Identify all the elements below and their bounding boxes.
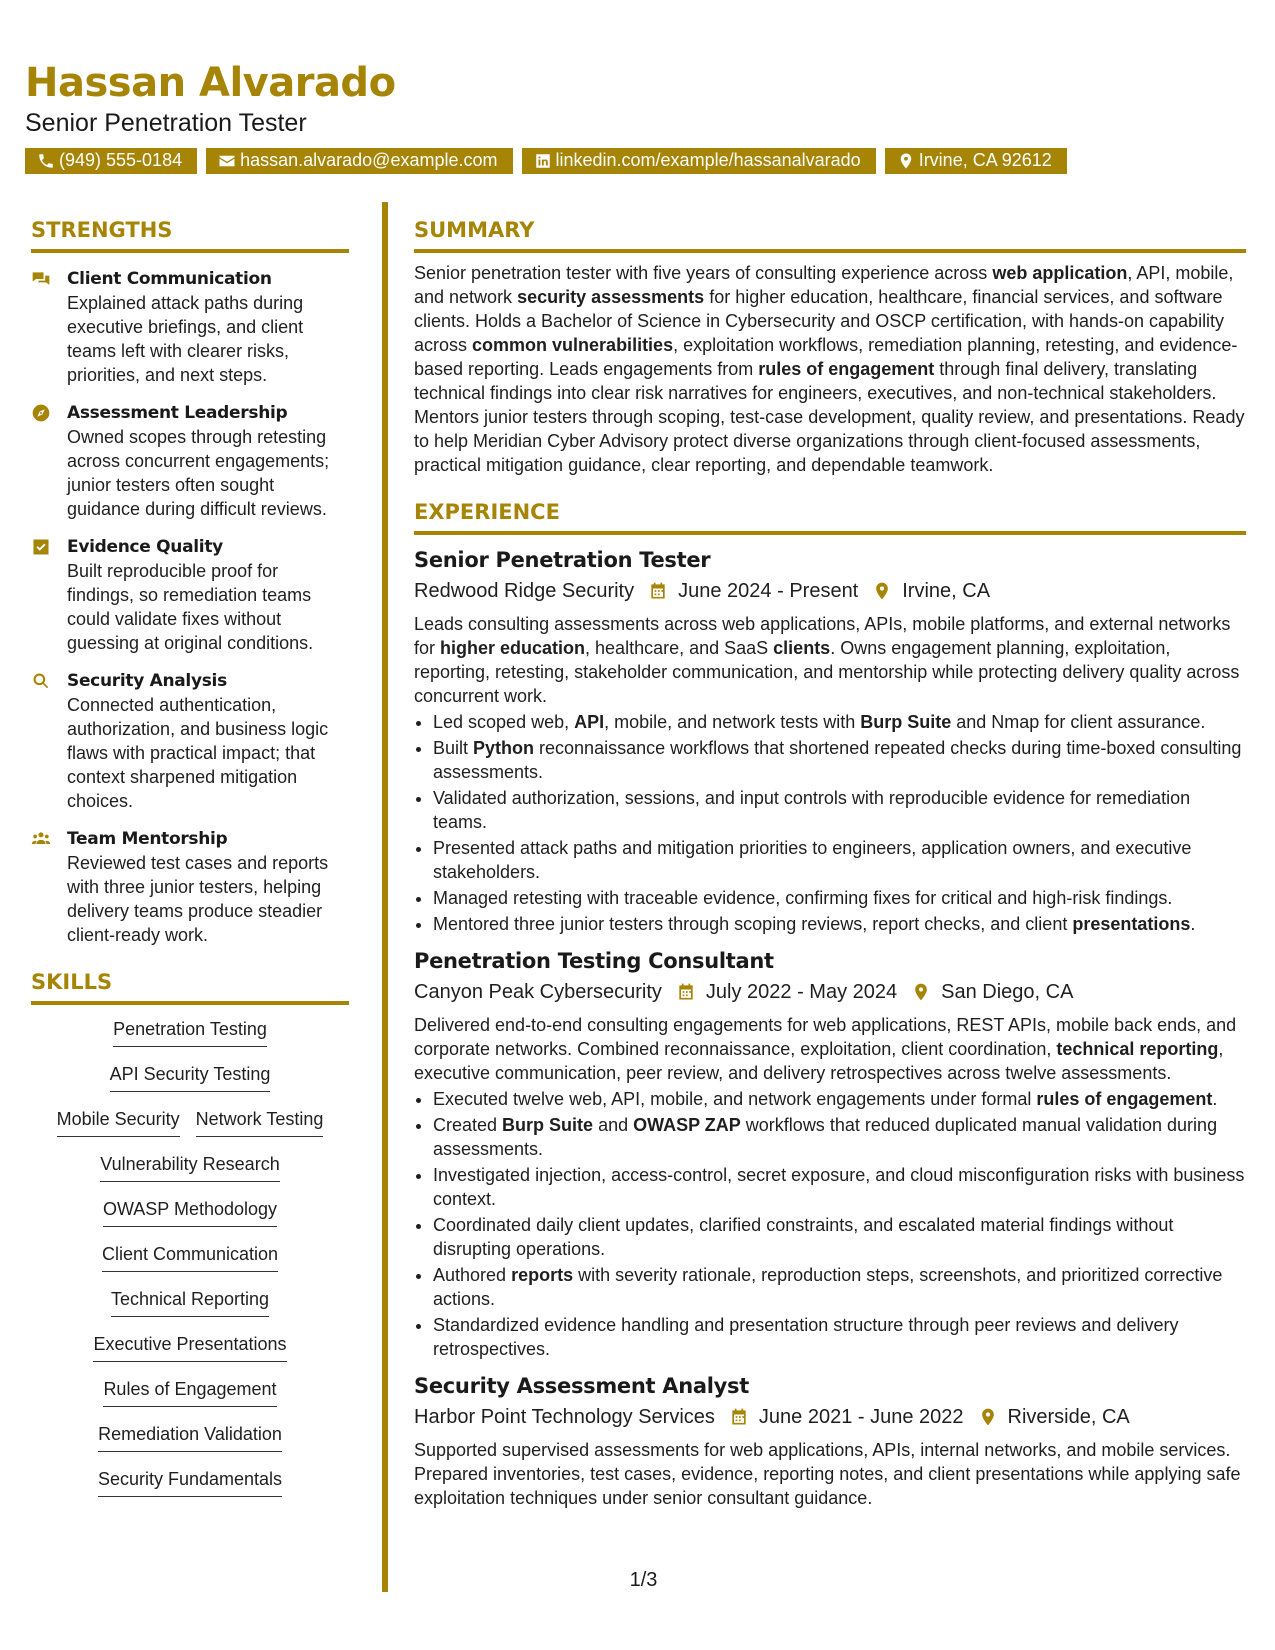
- contact-text: linkedin.com/example/hassanalvarado: [555, 150, 861, 170]
- strengths-section: [31, 217, 349, 947]
- page-number-text: 1/3: [629, 1569, 658, 1591]
- skill-tag: Remediation Validation: [98, 1422, 282, 1452]
- job-bullets: [414, 710, 1246, 936]
- strengths-heading: STRENGTHS: [31, 217, 349, 253]
- job-dates: June 2021 - June 2022: [758, 1406, 964, 1428]
- strength-title: Team Mentorship: [67, 829, 228, 849]
- job-bullet: • Investigated injection, access-control, secret exposure, and cloud misconfiguration risks with business context.: [433, 1163, 1246, 1211]
- job-bullet: • Authored reports with severity rationale, reproduction steps, screenshots, and prioritized corrective actions.: [433, 1263, 1246, 1311]
- strength-desc: Owned scopes through retesting across concurrent engagements; junior testers often sought guidance during difficult reviews.: [67, 427, 330, 519]
- strength-title: Security Analysis: [67, 671, 227, 691]
- strength-title: Client Communication: [67, 269, 272, 289]
- checkbox-icon: [31, 537, 51, 557]
- job-title: Penetration Testing Consultant: [414, 949, 774, 973]
- bold-keyword: higher education: [440, 638, 586, 658]
- job-location: Irvine, CA: [902, 580, 991, 602]
- job-bullet: • Built Python reconnaissance workflows that shortened repeated checks during time-boxed consulting assessments.: [433, 736, 1246, 784]
- bold-keyword: web application: [992, 263, 1128, 283]
- job-location: San Diego, CA: [941, 981, 1074, 1003]
- skill-tag: Network Testing: [196, 1107, 324, 1137]
- job-description: Delivered end-to-end consulting engagements for web applications, REST APIs, mobile back ends, and corporate networks. Combined reconnaissance, exploitation, client coordination, technical reporting, executive communication, peer review, and delivery retrospectives across twelve assessments.: [414, 1015, 1237, 1083]
- skill-tag: Vulnerability Research: [100, 1152, 279, 1182]
- job-company: Redwood Ridge Security: [414, 580, 635, 602]
- strength-desc: Built reproducible proof for findings, so remediation teams could validate fixes without guessing at original conditions.: [67, 561, 314, 653]
- job-meta: [414, 576, 1246, 606]
- location-icon: [911, 982, 931, 1002]
- skill-tag: Executive Presentations: [93, 1332, 286, 1362]
- job-bullets: [414, 1087, 1246, 1361]
- calendar-icon: [729, 1407, 749, 1427]
- job-bullet: • Presented attack paths and mitigation priorities to engineers, application owners, and executive stakeholders.: [433, 836, 1246, 884]
- contact-bar: [25, 148, 1250, 174]
- chat-icon: [31, 269, 51, 289]
- skills-section: [31, 969, 349, 1512]
- contact-linkedin[interactable]: [522, 148, 876, 174]
- job-bullet: • Managed retesting with traceable evidence, confirming fixes for critical and high-risk findings.: [433, 886, 1246, 910]
- bold-keyword: security assessments: [517, 287, 705, 307]
- skill-tag: Security Fundamentals: [98, 1467, 282, 1497]
- job-location: Riverside, CA: [1007, 1406, 1130, 1428]
- strength-desc: Connected authentication, authorization, and business logic flaws with practical impact; that context sharpened mitigation choices.: [67, 695, 329, 811]
- skill-tag: Penetration Testing: [113, 1017, 267, 1047]
- location-icon: [872, 581, 892, 601]
- bold-keyword: Python: [473, 738, 535, 758]
- column-divider: [382, 202, 388, 1592]
- strength-item: [31, 669, 349, 813]
- job-dates: July 2022 - May 2024: [705, 981, 898, 1003]
- job-company: Harbor Point Technology Services: [414, 1406, 715, 1428]
- page-number: [0, 1569, 1275, 1592]
- strength-title: Evidence Quality: [67, 537, 223, 557]
- bold-keyword: Burp Suite: [860, 712, 952, 732]
- strength-title: Assessment Leadership: [67, 403, 288, 423]
- job-description: Supported supervised assessments for web applications, APIs, internal networks, and mobile services. Prepared inventories, test cases, evidence, reporting notes, and client presentations while applying safe exploitation techniques under senior consultant guidance.: [414, 1440, 1241, 1508]
- skills-list: [31, 1017, 349, 1512]
- strength-item: [31, 267, 349, 387]
- skill-tag: API Security Testing: [110, 1062, 271, 1092]
- skills-heading: SKILLS: [31, 969, 349, 1005]
- job-entry: [414, 1371, 1246, 1510]
- bold-keyword: presentations: [1072, 914, 1191, 934]
- summary-heading: SUMMARY: [414, 217, 1246, 253]
- contact-location[interactable]: [885, 148, 1067, 174]
- bold-keyword: technical reporting: [1056, 1039, 1219, 1059]
- skill-tag: Mobile Security: [57, 1107, 180, 1137]
- job-title: Security Assessment Analyst: [414, 1374, 749, 1398]
- bold-keyword: clients: [773, 638, 831, 658]
- job-entry: [414, 545, 1246, 936]
- contact-phone[interactable]: [25, 148, 197, 174]
- left-column: [31, 217, 349, 1512]
- job-bullet: • Coordinated daily client updates, clarified constraints, and escalated material findings without disrupting operations.: [433, 1213, 1246, 1261]
- skill-tag: Rules of Engagement: [103, 1377, 276, 1407]
- bold-keyword: common vulnerabilities: [472, 335, 674, 355]
- strength-item: [31, 401, 349, 521]
- strength-item: [31, 827, 349, 947]
- job-meta: [414, 1402, 1246, 1432]
- summary-text: Senior penetration tester with five years of consulting experience across web application, API, mobile, and network security assessments for higher education, healthcare, financial services, and software clients. Holds a Bachelor of Science in Cybersecurity and OSCP certification, with hands-on capability across common vulnerabilities, exploitation workflows, remediation planning, retesting, and evidence-based reporting. Leads engagements from rules of engagement through final delivery, translating technical findings into clear risk narratives for engineers, executives, and non-technical stakeholders. Mentors junior testers through scoping, test-case development, quality review, and presentations. Ready to help Meridian Cyber Advisory protect diverse organizations through client-focused assessments, practical mitigation guidance, clear reporting, and dependable teamwork.: [414, 263, 1245, 475]
- phone-icon: [37, 152, 55, 170]
- job-meta: [414, 977, 1246, 1007]
- calendar-icon: [676, 982, 696, 1002]
- compass-icon: [31, 403, 51, 423]
- skill-tag: Client Communication: [102, 1242, 278, 1272]
- job-dates: June 2024 - Present: [678, 580, 859, 602]
- strength-desc: Explained attack paths during executive briefings, and client teams left with clearer risks, priorities, and next steps.: [67, 293, 304, 385]
- bold-keyword: API: [574, 712, 605, 732]
- candidate-title: Senior Penetration Tester: [25, 109, 307, 137]
- right-column: [414, 217, 1246, 1510]
- contact-text: hassan.alvarado@example.com: [240, 150, 498, 170]
- location-icon: [978, 1407, 998, 1427]
- job-bullet: • Standardized evidence handling and presentation structure through peer reviews and delivery retrospectives.: [433, 1313, 1246, 1361]
- contact-text: (949) 555-0184: [59, 150, 183, 170]
- job-description: Leads consulting assessments across web applications, APIs, mobile platforms, and external networks for higher education, healthcare, and SaaS clients. Owns engagement planning, exploitation, reporting, retesting, stakeholder communication, and mentorship while protecting delivery quality across concurrent work.: [414, 614, 1240, 706]
- candidate-name: Hassan Alvarado: [25, 60, 396, 106]
- strength-desc: Reviewed test cases and reports with three junior testers, helping delivery teams produce steadier client-ready work.: [67, 853, 329, 945]
- bold-keyword: rules of engagement: [1036, 1089, 1213, 1109]
- job-bullet: • Validated authorization, sessions, and input controls with reproducible evidence for remediation teams.: [433, 786, 1246, 834]
- skill-tag: OWASP Methodology: [103, 1197, 277, 1227]
- strength-item: [31, 535, 349, 655]
- experience-heading: EXPERIENCE: [414, 499, 1246, 535]
- linkedin-icon: [534, 152, 552, 170]
- bold-keyword: OWASP ZAP: [633, 1115, 741, 1135]
- skill-tag: Technical Reporting: [111, 1287, 269, 1317]
- strengths-list: [31, 267, 349, 947]
- resume-header: [25, 58, 1250, 174]
- location-icon: [897, 152, 915, 170]
- job-bullet: • Executed twelve web, API, mobile, and network engagements under formal rules of engagement.: [433, 1087, 1246, 1111]
- job-bullet: • Mentored three junior testers through scoping reviews, report checks, and client presentations.: [433, 912, 1246, 936]
- job-bullet: • Created Burp Suite and OWASP ZAP workflows that reduced duplicated manual validation during assessments.: [433, 1113, 1246, 1161]
- email-icon: [218, 152, 236, 170]
- bold-keyword: Burp Suite: [502, 1115, 594, 1135]
- job-bullet: • Led scoped web, API, mobile, and network tests with Burp Suite and Nmap for client assurance.: [433, 710, 1246, 734]
- summary-section: [414, 217, 1246, 477]
- team-icon: [31, 829, 51, 849]
- experience-section: [414, 499, 1246, 1510]
- search-icon: [31, 671, 51, 691]
- bold-keyword: rules of engagement: [758, 359, 935, 379]
- job-company: Canyon Peak Cybersecurity: [414, 981, 662, 1003]
- calendar-icon: [648, 581, 668, 601]
- contact-text: Irvine, CA 92612: [918, 150, 1052, 170]
- job-entry: [414, 946, 1246, 1361]
- bold-keyword: reports: [511, 1265, 574, 1285]
- job-title: Senior Penetration Tester: [414, 548, 711, 572]
- contact-email[interactable]: [206, 148, 512, 174]
